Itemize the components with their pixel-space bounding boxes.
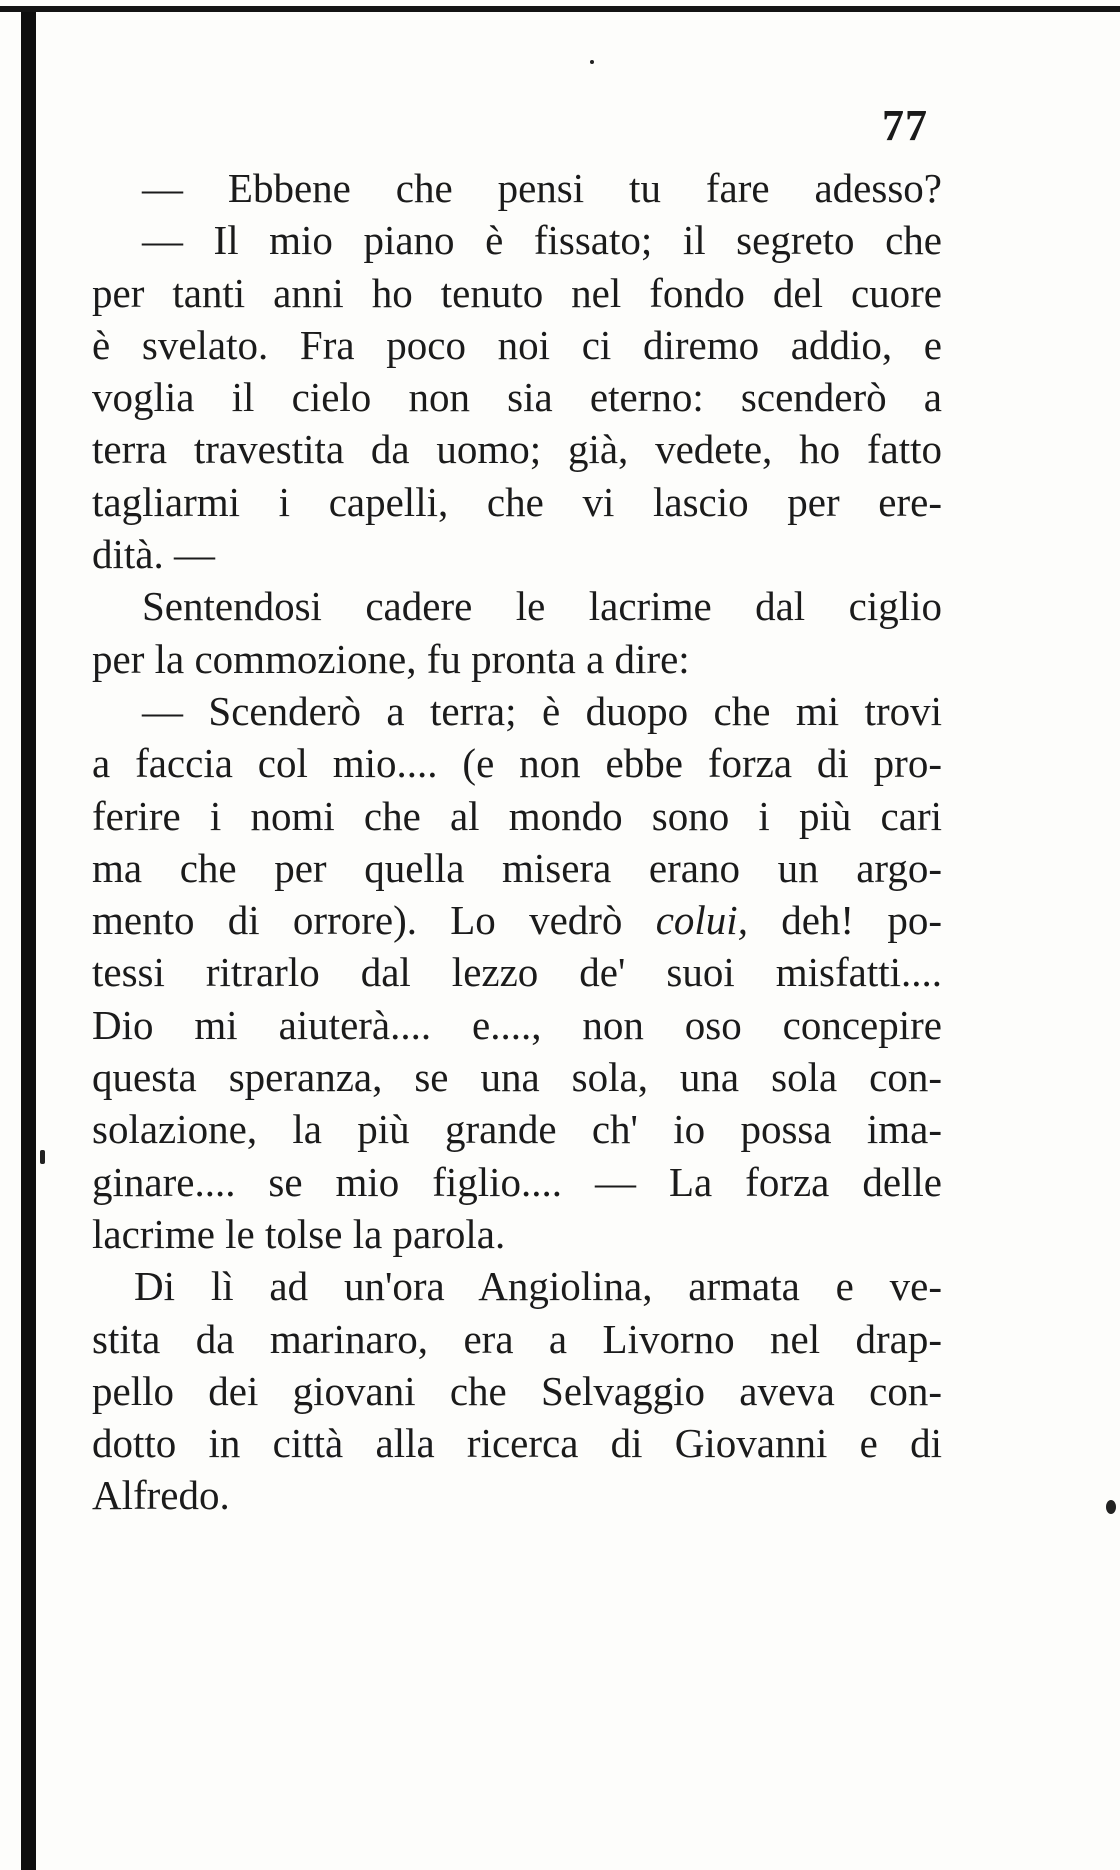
top-edge-rule <box>0 6 1120 12</box>
text-line: dità. — <box>92 531 215 578</box>
text-line: lacrime le tolse la parola. <box>92 1210 506 1257</box>
text-line: Alfredo. <box>92 1472 230 1519</box>
text-line: solazione, la più grande ch' io possa ima- <box>92 1106 942 1153</box>
text-line: Dio mi aiuterà.... e...., non oso concepire <box>92 1001 942 1048</box>
page-number: 77 <box>882 101 928 150</box>
italic-word: colui, <box>655 897 748 944</box>
text-line: voglia il cielo non sia eterno: scenderò a <box>92 374 942 421</box>
text-line: ma che per quella misera erano un argo- <box>92 844 942 891</box>
body-text <box>92 162 942 1522</box>
text-line: stita da marinaro, era a Livorno nel drap- <box>92 1315 942 1362</box>
text-line: — Scenderò a terra; è duopo che mi trovi <box>142 687 942 734</box>
text-line: tessi ritrarlo dal lezzo de' suoi misfatti.... <box>92 949 942 996</box>
text-line: a faccia col mio.... (e non ebbe forza di pro- <box>92 740 942 787</box>
text-line: questa speranza, se una sola, una sola con- <box>92 1054 942 1101</box>
text-line: terra travestita da uomo; già, vedete, ho fatto <box>92 426 942 473</box>
text-line: è svelato. Fra poco noi ci diremo addio, e <box>92 321 942 368</box>
text-line-with-italic <box>92 894 942 946</box>
text-segment: mento di orrore). Lo vedrò <box>92 897 623 944</box>
text-line: per la commozione, fu pronta a dire: <box>92 635 690 682</box>
text-line: pello dei giovani che Selvaggio aveva con- <box>92 1367 942 1414</box>
text-line: tagliarmi i capelli, che vi lascio per ere- <box>92 478 942 525</box>
text-line: — Ebbene che pensi tu fare adesso? <box>142 165 942 211</box>
text-line: Di lì ad un'ora Angiolina, armata e ve- <box>134 1263 942 1310</box>
text-line: Sentendosi cadere le lacrime dal ciglio <box>142 583 942 630</box>
ink-speck <box>590 60 594 64</box>
text-line: ginare.... se mio figlio.... — La forza delle <box>92 1158 942 1205</box>
text-line: ferire i nomi che al mondo sono i più cari <box>92 792 942 839</box>
text-segment: deh! po- <box>781 897 943 944</box>
text-line: — Il mio piano è fissato; il segreto che <box>142 217 942 264</box>
text-line: dotto in città alla ricerca di Giovanni e di <box>92 1420 942 1467</box>
ink-speck <box>40 1150 45 1164</box>
ink-speck <box>1106 1500 1116 1514</box>
text-line: per tanti anni ho tenuto nel fondo del cuore <box>92 269 942 316</box>
binding-edge-rule <box>21 12 36 1870</box>
